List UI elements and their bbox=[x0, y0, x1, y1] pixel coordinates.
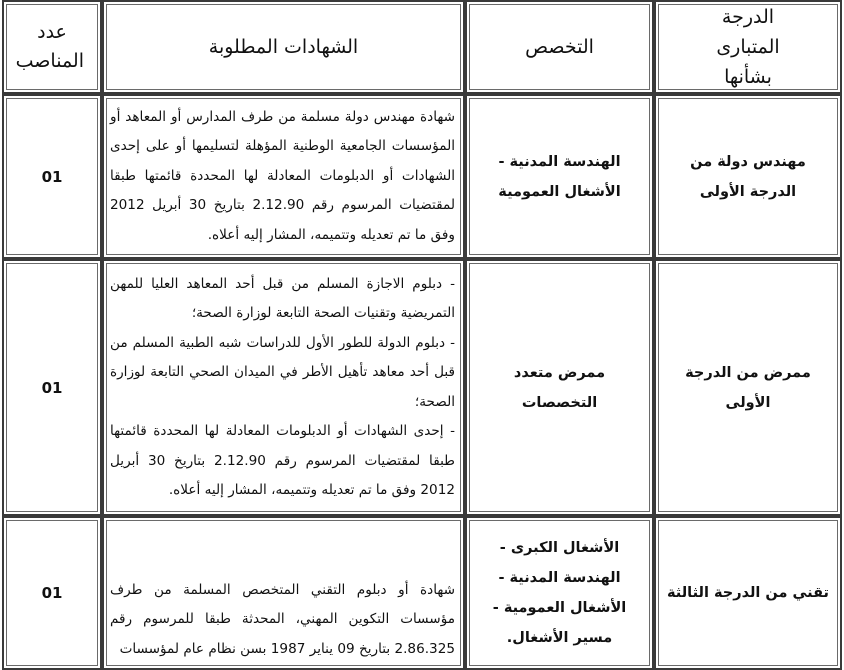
header-grade: الدرجة المتبارى بشأنها bbox=[654, 0, 842, 94]
certificate-item: - دبلوم الدولة للطور الأول للدراسات شبه الطبية المسلم من قبل أحد معاهد تأهيل الأطر في الميدان الصحي التابعة لوزارة الصحة؛ bbox=[110, 334, 455, 410]
grade-cell: مهندس دولة من الدرجة الأولى bbox=[654, 94, 842, 259]
positions-cell: 01 bbox=[2, 259, 102, 516]
header-certificates: الشهادات المطلوبة bbox=[102, 0, 465, 94]
specialty-cell: الأشغال الكبرى - الهندسة المدنية - الأشغال العمومية - مسير الأشغال. bbox=[465, 516, 654, 670]
positions-cell: 01 bbox=[2, 516, 102, 670]
grade-cell: تقني من الدرجة الثالثة bbox=[654, 516, 842, 670]
recruitment-table bbox=[2, 0, 842, 670]
grade-cell: ممرض من الدرجة الأولى bbox=[654, 259, 842, 516]
certificates-cell bbox=[102, 259, 465, 516]
certificate-item: شهادة أو دبلوم التقني المتخصص المسلمة من طرف مؤسسات التكوين المهني، المحدثة طبقا للمرسوم رقم 2.86.325 بتاريخ 09 يناير 1987 بسن نظام عام لمؤسسات bbox=[110, 581, 455, 657]
specialty-cell: ممرض متعدد التخصصات bbox=[465, 259, 654, 516]
certificate-item: - دبلوم الاجازة المسلم من قبل أحد المعاهد العليا للمهن التمريضية وتقنيات الصحة التابعة لوزارة الصحة؛ bbox=[110, 275, 455, 321]
certificate-item: شهادة مهندس دولة مسلمة من طرف المدارس أو المعاهد أو المؤسسات الجامعية الوطنية المؤهلة لتسليمها أو على إحدى الشهادات أو الدبلومات المعادلة لها المحددة قائمتها طبقا لمقتضيات المرسوم رقم 2.12.90 بتاريخ 30 أبريل 2012 وفق ما تم تعديله وتتميمه، المشار إليه أعلاه. bbox=[110, 108, 456, 243]
positions-cell: 01 bbox=[2, 94, 102, 259]
specialty-cell: الهندسة المدنية - الأشغال العمومية bbox=[465, 94, 654, 259]
header-positions: عدد المناصب bbox=[2, 0, 102, 94]
table-row bbox=[2, 259, 842, 516]
table-row bbox=[2, 94, 842, 259]
certificates-cell bbox=[102, 516, 465, 670]
certificate-item: - إحدى الشهادات أو الدبلومات المعادلة لها المحددة قائمتها طبقا لمقتضيات المرسوم رقم 2.12.90 بتاريخ 30 أبريل 2012 وفق ما تم تعديله وتتميمه، المشار إليه أعلاه. bbox=[110, 423, 455, 498]
header-row bbox=[2, 0, 842, 94]
header-specialty: التخصص bbox=[465, 0, 654, 94]
table-row bbox=[2, 516, 842, 670]
certificates-cell bbox=[102, 94, 465, 259]
